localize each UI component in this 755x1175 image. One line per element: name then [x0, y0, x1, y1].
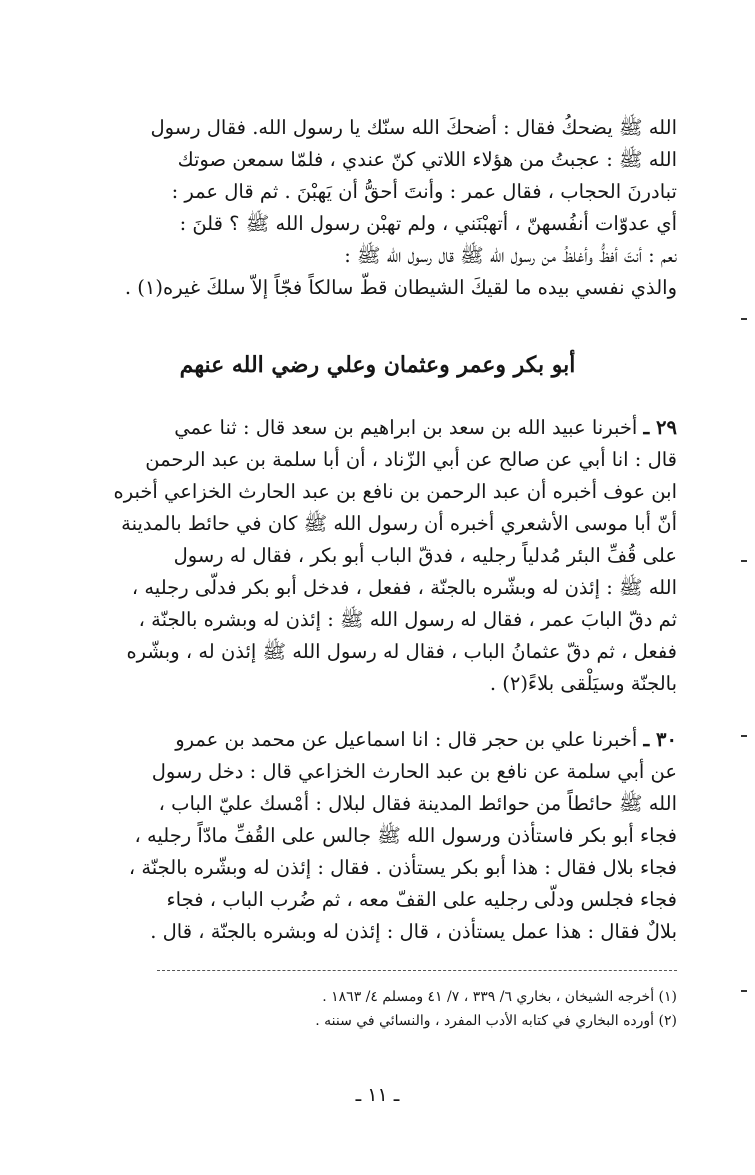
text-line: تبادرنَ الحجاب ، فقال عمر : وأنتَ أحقُّ أن يَهبْنَ . ثم قال عمر : — [171, 180, 677, 203]
text-line: نعم : أنتَ أفظُّ وأغلظُ من رسول الله ﷺ قال رسول الله ﷺ : — [344, 244, 677, 267]
hadith-number: ٣٠ ـ — [643, 728, 677, 751]
text-line: بالجنّة وسيَلْقى بلاءً(٢) . — [489, 672, 677, 695]
text-line — [77, 724, 677, 756]
text-line: الله ﷺ يضحكُ فقال : أضحكَ الله سنّك يا رسول الله. فقال رسول — [150, 116, 677, 139]
hadith-29-paragraph — [77, 412, 677, 700]
text-line: الله ﷺ : إئذن له وبشّره بالجنّة ، ففعل ، فدخل أبو بكر فدلّى رجليه ، — [131, 576, 677, 599]
text-line: أي عدوّات أنفُسهنّ ، أتهبْنَني ، ولم تهبْن رسول الله ﷺ ؟ قلنَ : — [179, 212, 677, 235]
text-line: على قُفِّ البئر مُدلياً رجليه ، فدقّ الباب أبو بكر ، فقال له رسول — [173, 544, 677, 567]
scan-edge-mark — [741, 735, 747, 737]
scan-edge-mark — [741, 318, 747, 320]
page-number: ـ ١١ ـ — [355, 1084, 400, 1106]
text-line: بلالٌ فقال : هذا عمل يستأذن ، قال : إئذن له وبشره بالجنّة ، قال . — [150, 920, 677, 943]
footnotes — [77, 985, 677, 1033]
scan-edge-mark — [741, 990, 747, 992]
text-line — [77, 412, 677, 444]
text-line: الله ﷺ حائطاً من حوائط المدينة فقال لبلال : أمْسك عليّ الباب ، — [158, 792, 677, 815]
text-line: الله ﷺ : عجبتُ من هؤلاء اللاتي كنّ عندي ، فلمّا سمعن صوتك — [177, 148, 677, 171]
footnote-2: (٢) أورده البخاري في كتابه الأدب المفرد ، والنسائي في سننه . — [315, 1013, 677, 1029]
text-line: فجاء فجلس ودلّى رجليه على القفّ معه ، ثم ضُرب الباب ، فجاء — [166, 888, 677, 911]
text-line: قال : انا أبي عن صالح عن أبي الزّناد ، أن أبا سلمة بن عبد الرحمن — [145, 448, 677, 471]
section-heading: أبو بكر وعمر وعثمان وعلي رضي الله عنهم — [179, 352, 576, 378]
footnote-1: (١) أخرجه الشيخان ، بخاري ٦/ ٣٣٩ ، ٧/ ٤١ ومسلم ٤/ ١٨٦٣ . — [322, 989, 677, 1005]
scan-edge-mark — [741, 560, 747, 562]
text-line: ابن عوف أخبره أن عبد الرحمن بن نافع بن عبد الحارث الخزاعي أخبره — [113, 480, 677, 503]
text-line: ففعل ، ثم دقّ عثمانُ الباب ، فقال له رسول الله ﷺ إئذن له ، وبشّره — [126, 640, 677, 663]
text-line: والذي نفسي بيده ما لقيكَ الشيطان قطّ سالكاً فجّاً إلاّ سلكَ غيره(١) . — [124, 276, 677, 299]
text-line: عن أبي سلمة عن نافع بن عبد الحارث الخزاعي قال : دخل رسول — [151, 760, 677, 783]
hadith-30-paragraph — [77, 724, 677, 948]
intro-paragraph — [77, 112, 677, 304]
text-line-content: أخبرنا عبيد الله بن سعد بن ابراهيم بن سعد قال : ثنا عمي — [174, 416, 638, 439]
hadith-number: ٢٩ ـ — [643, 416, 677, 439]
text-line: ثم دقّ البابَ عمر ، فقال له رسول الله ﷺ : إئذن له وبشره بالجنّة ، — [138, 608, 677, 631]
text-line: فجاء بلال فقال : هذا أبو بكر يستأذن . فقال : إئذن له وبشّره بالجنّة ، — [128, 856, 677, 879]
footnote-divider — [157, 970, 677, 971]
text-line: فجاء أبو بكر فاستأذن ورسول الله ﷺ جالس على القُفِّ مادّاً رجليه ، — [134, 824, 677, 847]
text-line: أنّ أبا موسى الأشعري أخبره أن رسول الله ﷺ كان في حائط بالمدينة — [121, 512, 677, 535]
text-line-content: أخبرنا علي بن حجر قال : انا اسماعيل عن محمد بن عمرو — [175, 728, 638, 751]
